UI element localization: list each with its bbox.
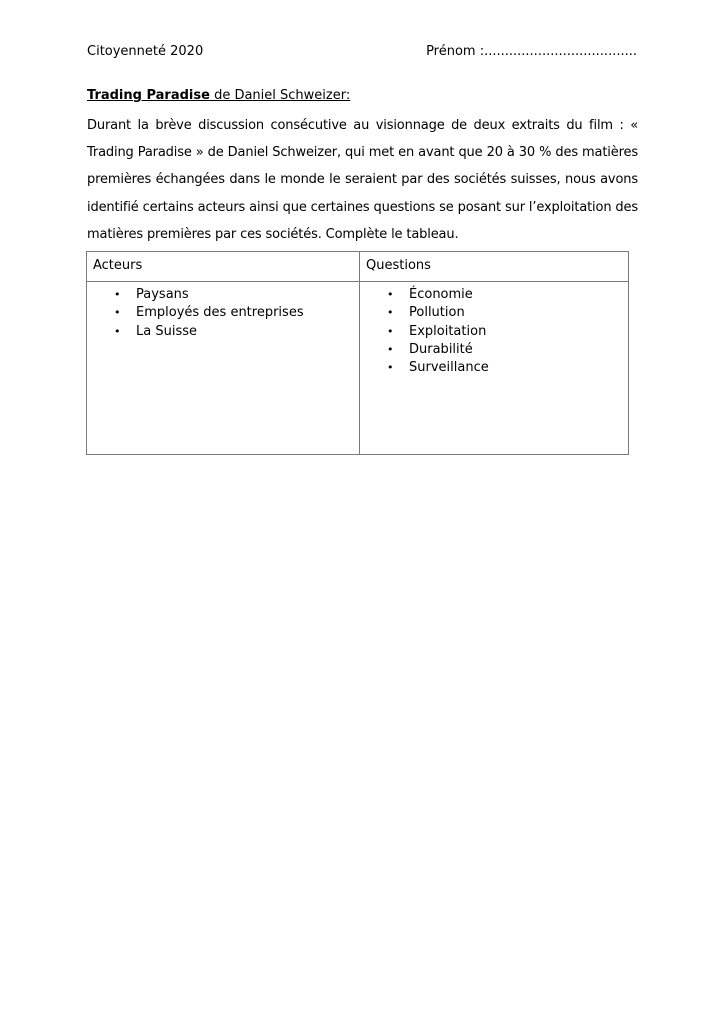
column-divider [359,252,360,454]
bullet-icon: • [114,306,121,320]
column-header-questions: Questions [366,258,431,273]
list-item [387,304,489,322]
question-label: Pollution [409,305,465,321]
acteurs-list[interactable] [114,286,304,341]
column-header-acteurs: Acteurs [93,258,143,273]
list-item [114,304,304,322]
page-header [87,44,637,64]
answer-table [86,251,629,455]
list-item [387,341,489,359]
bullet-icon: • [387,288,394,301]
acteur-label: Employés des entreprises [136,305,304,321]
acteur-label: La Suisse [136,323,197,339]
instructions-paragraph: Durant la brève discussion consécutive au visionnage de deux extraits du film : « Trading Paradise » de Daniel Schweizer, qui met en avant que 20 à 30 % des matières premières échangées dans le monde le seraient par des sociétés suisses, nous avons identifié certains acteurs ainsi que certaines questions se posant sur l’exploitation des matières premières par ces sociétés. Complète le tableau. [87,118,638,242]
bullet-icon: • [387,342,394,356]
film-author: de Daniel Schweizer: [209,88,351,103]
acteur-label: Paysans [136,287,189,302]
list-item [387,286,489,304]
list-item [387,359,489,377]
questions-list[interactable] [387,286,489,377]
question-label: Durabilité [409,341,473,357]
bullet-icon: • [114,324,121,338]
list-item [387,323,489,341]
name-field-label: Prénom :..................................... [426,44,637,59]
question-label: Exploitation [409,323,487,339]
list-item [114,323,304,341]
header-row-divider [87,281,628,282]
film-title: Trading Paradise [87,88,210,103]
bullet-icon: • [387,306,394,320]
bullet-icon: • [387,361,394,375]
section-title [87,88,350,103]
bullet-icon: • [387,324,394,338]
list-item [114,286,304,304]
question-label: Surveillance [409,360,489,376]
course-title: Citoyenneté 2020 [87,44,204,59]
question-label: Économie [409,287,473,302]
bullet-icon: • [114,288,121,301]
